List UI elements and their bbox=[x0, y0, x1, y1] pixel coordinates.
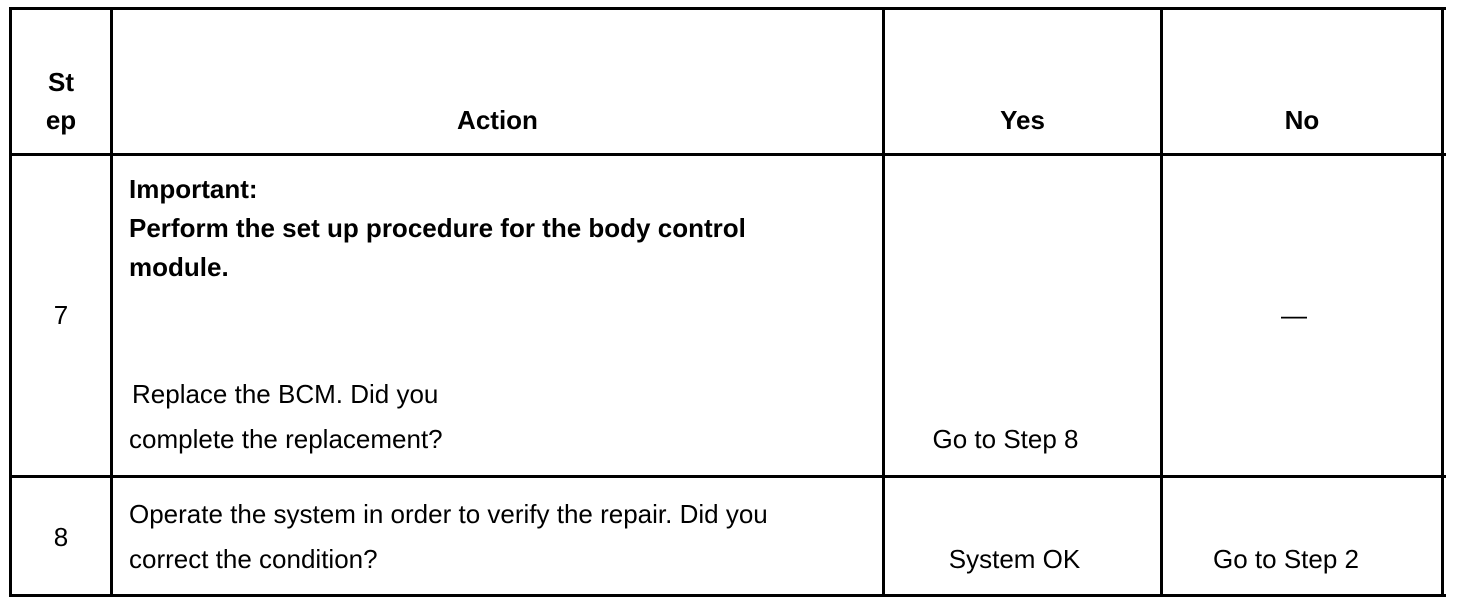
row-8-action-line1: Operate the system in order to verify the repair. Did you bbox=[129, 499, 768, 529]
header-step-line1: St bbox=[48, 67, 74, 97]
important-label: Important: bbox=[129, 174, 258, 204]
column-divider-step bbox=[110, 7, 113, 597]
table-border-top bbox=[9, 7, 1446, 10]
row-8-step: 8 bbox=[53, 522, 69, 552]
row-8-action-line2: correct the condition? bbox=[129, 544, 378, 574]
row-8-yes: System OK bbox=[948, 544, 1081, 574]
row-7-action-line1: Replace the BCM. Did you bbox=[132, 379, 439, 409]
header-divider bbox=[9, 153, 1446, 156]
row-7-yes: Go to Step 8 bbox=[932, 424, 1079, 454]
header-action: Action bbox=[457, 105, 538, 135]
column-divider-action bbox=[882, 7, 885, 597]
table-border-right bbox=[1441, 7, 1444, 597]
row-divider bbox=[9, 475, 1446, 478]
row-7-no: — bbox=[1281, 300, 1307, 330]
row-8-no: Go to Step 2 bbox=[1213, 544, 1359, 574]
row-7-step: 7 bbox=[53, 300, 69, 330]
important-text-line1: Perform the set up procedure for the body control bbox=[129, 213, 746, 243]
header-yes: Yes bbox=[1000, 105, 1045, 135]
header-no: No bbox=[1284, 105, 1320, 135]
important-text-line2: module. bbox=[129, 252, 229, 282]
table-border-bottom bbox=[9, 594, 1446, 597]
row-7-action-line2: complete the replacement? bbox=[129, 424, 443, 454]
header-step-line2: ep bbox=[45, 105, 77, 135]
